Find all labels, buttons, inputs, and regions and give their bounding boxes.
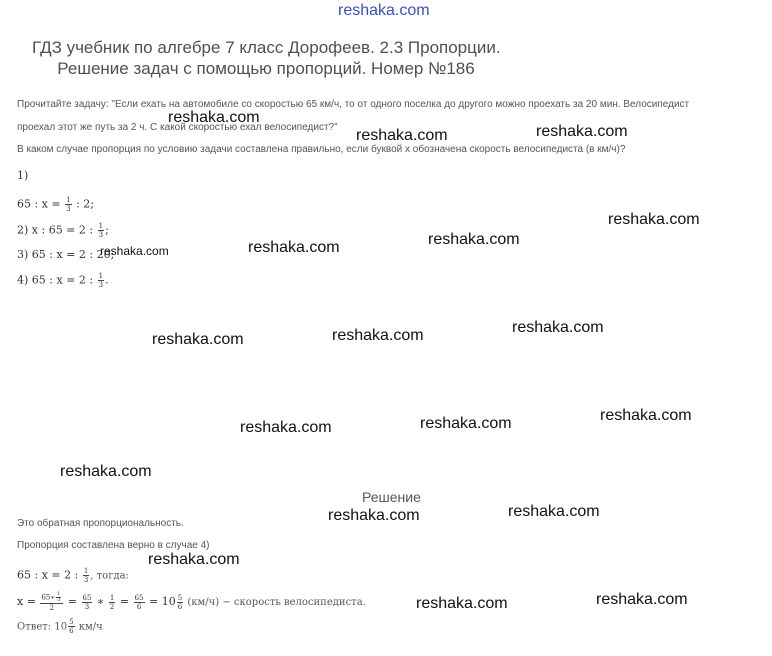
watermark: reshaka.com: [328, 507, 420, 524]
fraction-numerator: 1: [57, 591, 61, 597]
fraction-nested: [56, 592, 61, 603]
fraction-denominator: 3: [66, 205, 71, 213]
solution-calc: [17, 592, 366, 612]
fraction: [68, 618, 74, 635]
page-title-line2: Решение задач с помощью пропорций. Номер №186: [57, 59, 475, 78]
fraction-denominator: 3: [98, 281, 104, 289]
answer-unit: км/ч: [75, 621, 103, 633]
fraction-denominator: 6: [69, 627, 74, 635]
fraction-denominator: 2: [49, 604, 55, 612]
answer: [17, 618, 103, 635]
watermark: reshaka.com: [240, 419, 332, 436]
watermark: reshaka.com: [428, 231, 520, 248]
option-4-suffix: .: [105, 273, 109, 287]
fraction-denominator: 6: [136, 602, 142, 611]
watermark: reshaka.com: [248, 239, 340, 256]
task-text-line1: Прочитайте задачу: "Если ехать на автомобиле со скоростью 65 км/ч, то от одного поселка до другого можно проехать за 20 мин. Велосипедист: [17, 99, 690, 110]
fraction: [134, 594, 145, 611]
solution-line3: [17, 567, 129, 584]
fraction-numerator: 1: [83, 567, 89, 575]
fraction-compound: [40, 592, 63, 612]
fraction: [177, 594, 183, 611]
option-3: 3) 65 : x = 2 : 20;: [17, 248, 115, 261]
calc-num1: 65∗: [41, 593, 56, 602]
fraction-denominator: 2: [109, 602, 115, 611]
watermark: reshaka.com: [100, 244, 169, 258]
calc-eq1: =: [64, 595, 81, 608]
solution-line3-formula: 65 : x = 2 :: [17, 568, 82, 582]
fraction-numerator: [40, 592, 63, 604]
site-link[interactable]: reshaka.com: [338, 2, 430, 19]
option-4: [17, 272, 109, 289]
fraction-numerator: 5: [69, 618, 74, 626]
calc-text: (км/ч) − скорость велосипедиста.: [184, 597, 366, 608]
option-2: [17, 222, 109, 239]
fraction: [83, 567, 89, 584]
watermark: reshaka.com: [536, 123, 628, 140]
option-1-suffix: : 2;: [72, 197, 94, 211]
fraction-denominator: 3: [83, 576, 89, 584]
fraction-denominator: 3: [84, 602, 90, 611]
calc-eq3: = 10: [145, 595, 176, 608]
watermark: reshaka.com: [152, 331, 244, 348]
fraction-denominator: 6: [177, 602, 183, 611]
solution-line2: Пропорция составлена верно в случае 4): [17, 540, 210, 551]
calc-mul: ∗: [93, 595, 108, 608]
watermark: reshaka.com: [420, 415, 512, 432]
option-2-suffix: ;: [105, 223, 109, 237]
calc-eq2: =: [116, 595, 133, 608]
fraction-numerator: 5: [177, 593, 183, 602]
fraction: [65, 196, 71, 213]
option-1-formula: 65 : x =: [17, 197, 65, 211]
fraction-numerator: 1: [109, 593, 115, 602]
fraction-numerator: 1: [66, 196, 71, 204]
watermark: reshaka.com: [60, 463, 152, 480]
fraction-numerator: 1: [98, 222, 104, 230]
watermark: reshaka.com: [332, 327, 424, 344]
solution-line3-suffix: , тогда:: [90, 570, 129, 582]
fraction: [109, 594, 115, 611]
watermark: reshaka.com: [596, 591, 688, 608]
fraction-denominator: 3: [98, 231, 104, 239]
option-4-formula: 4) 65 : x = 2 :: [17, 273, 97, 287]
option-1: [17, 196, 94, 213]
fraction: [98, 222, 104, 239]
calc-start: x =: [17, 595, 40, 608]
watermark: reshaka.com: [608, 211, 700, 228]
fraction-numerator: 65: [134, 593, 144, 602]
watermark: reshaka.com: [168, 109, 260, 126]
option-2-formula: 2) x : 65 = 2 :: [17, 223, 97, 237]
fraction-denominator: 3: [57, 597, 61, 603]
page-title: [32, 37, 500, 79]
watermark: reshaka.com: [148, 551, 240, 568]
option-1-label: 1): [17, 169, 29, 182]
fraction: [82, 594, 93, 611]
watermark: reshaka.com: [416, 595, 508, 612]
fraction-numerator: 1: [98, 272, 104, 280]
task-text-line2: проехал этот же путь за 2 ч. С какой скоростью ехал велосипедист?": [17, 122, 338, 133]
fraction-numerator: 65: [82, 593, 92, 602]
task-question: В каком случае пропорция по условию задачи составлена правильно, если буквой x обозначена скорость велосипедиста (в км/ч)?: [17, 144, 626, 155]
watermark: reshaka.com: [356, 127, 448, 144]
fraction: [98, 272, 104, 289]
watermark: reshaka.com: [512, 319, 604, 336]
solution-line1: Это обратная пропорциональность.: [17, 518, 184, 529]
watermark: reshaka.com: [600, 407, 692, 424]
solution-heading: Решение: [362, 489, 421, 505]
answer-label: Ответ: 10: [17, 621, 68, 633]
page-title-line1: ГДЗ учебник по алгебре 7 класс Дорофеев. 2.3 Пропорции.: [32, 38, 501, 57]
watermark: reshaka.com: [508, 503, 600, 520]
